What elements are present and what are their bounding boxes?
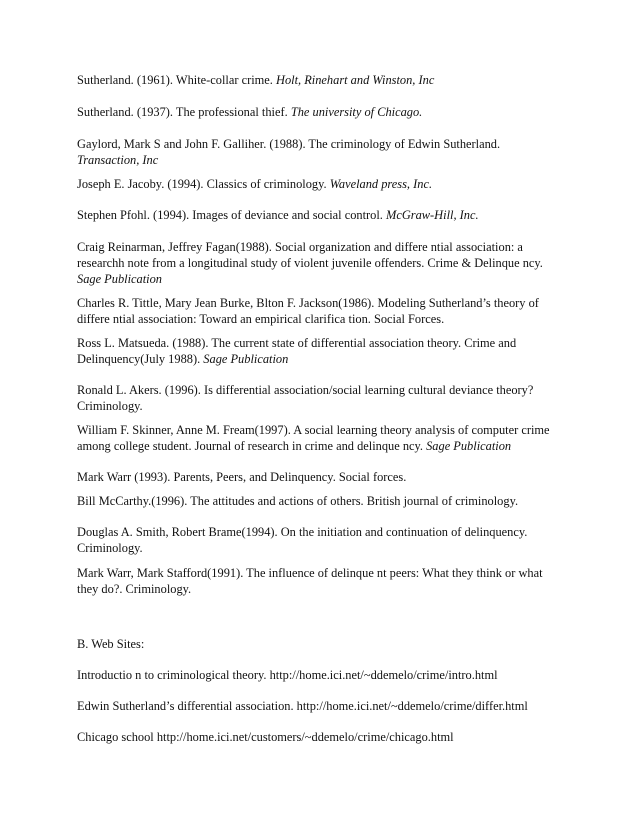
reference-text: Sutherland. (1961). White-collar crime. <box>77 73 276 87</box>
reference-line: Ross L. Matsueda. (1988). The current state of differential association theory. Crime and <box>77 336 517 350</box>
reference-text: Stephen Pfohl. (1994). Images of deviance and social control. <box>77 208 386 222</box>
reference-line: Criminology. <box>77 399 143 413</box>
reference-line: Mark Warr (1993). Parents, Peers, and Delinquency. Social forces. <box>77 470 407 484</box>
reference-publisher: Waveland press, Inc. <box>329 177 433 191</box>
reference-publisher: McGraw-Hill, Inc. <box>386 208 479 222</box>
reference-entry <box>77 207 547 223</box>
web-site-line: Introductio n to criminological theory. http://home.ici.net/~ddemelo/crime/intro.html <box>77 668 498 682</box>
reference-text: Sutherland. (1937). The professional thief. <box>77 105 291 119</box>
reference-line <box>77 438 547 454</box>
reference-publisher: Holt, Rinehart and Winston, Inc <box>276 73 435 87</box>
web-site-entry <box>77 698 547 714</box>
reference-publisher: The university of Chicago. <box>290 105 423 119</box>
reference-line: Craig Reinarman, Jeffrey Fagan(1988). Social organization and differe ntial association: a <box>77 240 523 254</box>
reference-line <box>77 72 547 88</box>
reference-line: Douglas A. Smith, Robert Brame(1994). On the initiation and continuation of delinquency. <box>77 525 528 539</box>
reference-line: Ronald L. Akers. (1996). Is differential association/social learning cultural deviance theory? <box>77 383 534 397</box>
web-site-line: Chicago school http://home.ici.net/customers/~ddemelo/crime/chicago.html <box>77 730 454 744</box>
reference-line: differe ntial association: Toward an empirical clarifica tion. Social Forces. <box>77 312 445 326</box>
reference-entry <box>77 72 547 88</box>
reference-entry <box>77 295 547 327</box>
reference-publisher: Sage Publication <box>426 439 512 453</box>
reference-publisher: Transaction, Inc <box>77 153 159 167</box>
reference-text: Delinquency(July 1988). <box>77 352 204 366</box>
reference-entry <box>77 239 547 287</box>
reference-line: researchh note from a longitudinal study of violent juvenile offenders. Crime & Delinque ncy. <box>77 256 543 270</box>
reference-publisher: Sage Publication <box>203 352 289 366</box>
reference-entry <box>77 524 547 556</box>
reference-publisher: Sage Publication <box>77 272 162 286</box>
reference-line <box>77 207 547 223</box>
reference-line: Charles R. Tittle, Mary Jean Burke, Blton F. Jackson(1986). Modeling Sutherland’s theory of <box>77 296 539 310</box>
web-site-entry <box>77 667 547 683</box>
reference-entry <box>77 335 547 367</box>
reference-text: among college student. Journal of research in crime and delinque ncy. <box>77 439 427 453</box>
reference-line: Gaylord, Mark S and John F. Galliher. (1988). The criminology of Edwin Sutherland. <box>77 137 501 151</box>
reference-entry <box>77 136 547 168</box>
reference-entry <box>77 493 547 509</box>
reference-line <box>77 104 547 120</box>
reference-line <box>77 351 547 367</box>
section-heading: B. Web Sites: <box>77 637 145 651</box>
reference-line: Bill McCarthy.(1996). The attitudes and actions of others. British journal of criminology. <box>77 494 519 508</box>
reference-line: William F. Skinner, Anne M. Fream(1997). A social learning theory analysis of computer crime <box>77 423 550 437</box>
reference-line: Criminology. <box>77 541 143 555</box>
reference-entry <box>77 565 547 597</box>
reference-entry <box>77 176 547 192</box>
reference-entry <box>77 469 547 485</box>
reference-entry <box>77 104 547 120</box>
reference-line: Mark Warr, Mark Stafford(1991). The influence of delinque nt peers: What they think or what <box>77 566 543 580</box>
web-site-entry <box>77 729 547 745</box>
web-site-line: Edwin Sutherland’s differential association. http://home.ici.net/~ddemelo/crime/differ.html <box>77 699 528 713</box>
reference-line <box>77 176 547 192</box>
reference-entry <box>77 422 550 454</box>
reference-line: they do?. Criminology. <box>77 582 192 596</box>
reference-entry <box>77 382 547 414</box>
reference-text: Joseph E. Jacoby. (1994). Classics of criminology. <box>77 177 330 191</box>
